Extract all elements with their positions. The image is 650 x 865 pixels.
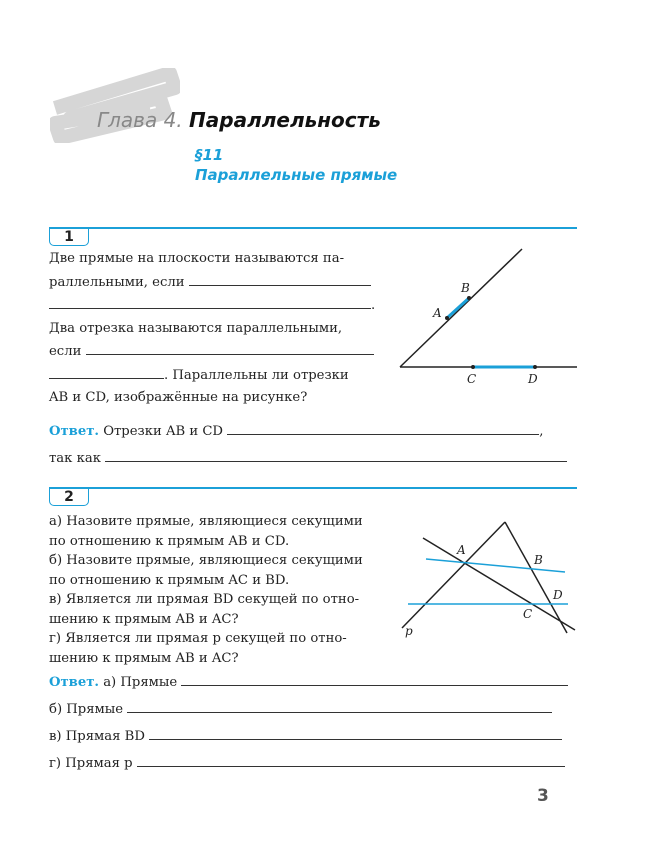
text-line: по отношению к прямым AC и BD. — [49, 572, 290, 588]
text-line: если — [49, 344, 82, 359]
answer-label: Ответ. — [49, 424, 99, 439]
ray-line — [400, 249, 522, 367]
line-bd — [505, 522, 567, 633]
chapter-label: Глава 4. — [97, 108, 183, 132]
text-line: Два отрезка называются параллельными, — [49, 320, 343, 336]
task1-text: Две прямые на плоскости называются па- раллельными, если . Два отрезка называются параллельными, если . Параллельны ли отрезки AB и CD, изображённые на рисунке? — [49, 248, 384, 410]
line-label: p — [405, 624, 413, 638]
line-ab — [426, 559, 565, 572]
point-label: B — [534, 553, 543, 567]
answer-blank[interactable] — [137, 752, 565, 767]
text-line: AB и CD, изображённые на рисунке? — [49, 390, 308, 405]
section-number: §11 — [195, 146, 224, 164]
answer-blank[interactable] — [105, 447, 567, 462]
task-divider — [49, 227, 577, 229]
text-line: Две прямые на плоскости называются па- — [49, 251, 345, 266]
text-line: г) Является ли прямая p секущей по отно- — [49, 631, 347, 646]
point-label: D — [553, 588, 563, 602]
task-number: 1 — [49, 229, 89, 246]
answer-blank[interactable] — [189, 271, 371, 286]
section-heading — [195, 145, 397, 185]
page-number: 3 — [537, 786, 549, 806]
text-line: а) Назовите прямые, являющиеся секущими — [49, 514, 363, 529]
text-line: шению к прямым AB и AC? — [49, 611, 239, 627]
answer-blank[interactable] — [86, 340, 374, 355]
text-line: по отношению к прямым AB и CD. — [49, 533, 290, 549]
point-label: D — [528, 372, 538, 386]
figure-secants — [390, 500, 590, 650]
chapter-heading — [97, 108, 381, 132]
answer-blank[interactable] — [181, 671, 568, 686]
task1-answer: Ответ. Отрезки AB и CD , так как — [49, 420, 579, 470]
point-label: A — [433, 306, 442, 320]
chapter-title: Параллельность — [189, 108, 381, 132]
point-label: A — [457, 543, 466, 557]
point-label: C — [467, 372, 477, 386]
answer-text: б) Прямые — [49, 702, 124, 717]
figure-angle-segments — [390, 240, 590, 390]
answer-blank[interactable] — [127, 698, 552, 713]
text-line: раллельными, если — [49, 274, 185, 290]
answer-blank[interactable] — [227, 420, 539, 435]
text-line: б) Назовите прямые, являющиеся секущими — [49, 553, 363, 568]
text-line: в) Является ли прямая BD секущей по отно- — [49, 592, 360, 607]
answer-text: так как — [49, 450, 101, 466]
line-p — [402, 522, 505, 628]
answer-label: Ответ. — [49, 675, 99, 690]
text-line: . Параллельны ли отрезки — [164, 367, 349, 383]
task-number: 2 — [49, 489, 89, 506]
point-label: B — [461, 281, 470, 295]
task-divider — [49, 487, 577, 489]
answer-text: в) Прямая BD — [49, 729, 145, 744]
answer-text: Отрезки AB и CD — [103, 424, 224, 439]
answer-text: а) Прямые — [103, 675, 178, 690]
answer-blank[interactable] — [149, 725, 562, 740]
text-line: шению к прямым AB и AC? — [49, 650, 239, 666]
answer-blank[interactable] — [49, 364, 164, 379]
segment-ab — [447, 298, 469, 318]
section-title: Параллельные прямые — [195, 166, 398, 184]
task2-text — [49, 512, 389, 668]
point-label: C — [523, 607, 533, 621]
answer-blank[interactable] — [49, 294, 371, 309]
task2-answers — [49, 669, 579, 777]
answer-text: г) Прямая p — [49, 756, 133, 771]
